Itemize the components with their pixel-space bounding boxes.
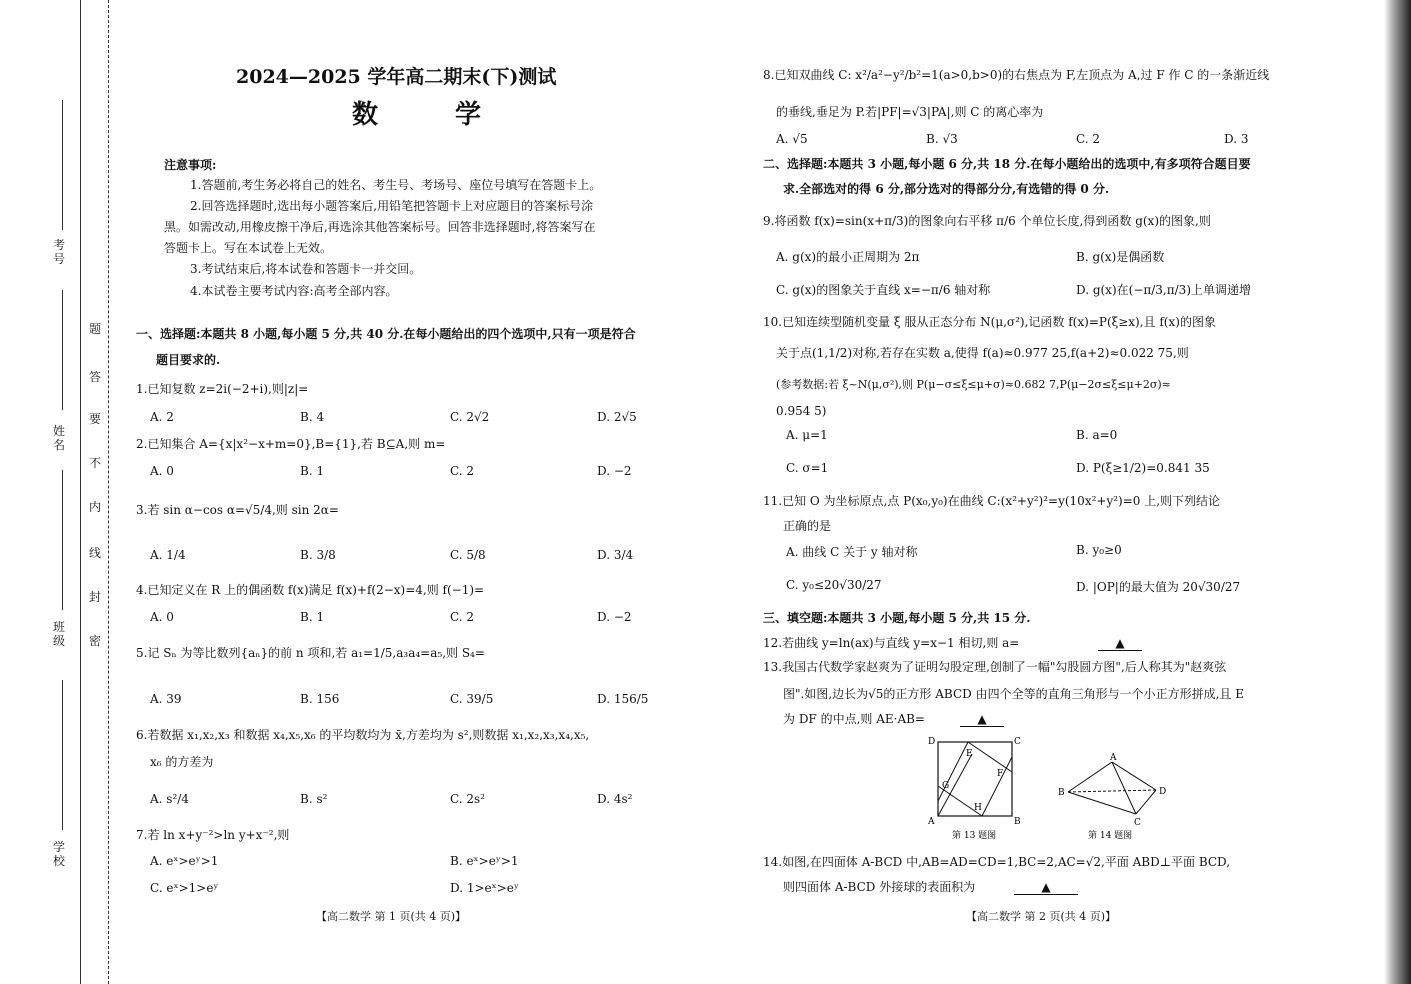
option: A. 0: [150, 464, 174, 478]
question-11-cont: 正确的是: [783, 519, 832, 533]
xuexiao-underline: [62, 680, 63, 830]
option: B. a=0: [1076, 428, 1118, 442]
option: C. σ=1: [786, 461, 829, 475]
option: C. 2s²: [450, 792, 485, 806]
option: A. g(x)的最小正周期为 2π: [776, 250, 920, 264]
option: C. g(x)的图象关于直线 x=−π/6 轴对称: [776, 283, 991, 297]
binding-margin: [0, 0, 110, 984]
fig14-label: A: [1110, 753, 1117, 763]
option: D. P(ξ≥1/2)=0.841 35: [1076, 461, 1210, 475]
seal-char: 要: [88, 412, 101, 426]
question-13: 13.我国古代数学家赵爽为了证明勾股定理,创制了一幅"勾股圆方图",后人称其为"赵爽弦: [763, 660, 1227, 674]
question-6-cont: x₆ 的方差为: [150, 755, 214, 769]
option: B. 3/8: [300, 548, 336, 562]
banji-underline: [62, 470, 63, 610]
option: A. μ=1: [786, 428, 828, 442]
option: D. 3/4: [597, 548, 634, 562]
section-1-heading: 一、选择题:本题共 8 小题,每小题 5 分,共 40 分.在每小题给出的四个选项中,只有一项是符合: [136, 327, 636, 341]
option: A. 2: [150, 410, 174, 424]
field-xingming: 姓名: [52, 424, 65, 452]
option: D. 156/5: [597, 692, 649, 706]
option: D. 2√5: [597, 410, 637, 424]
option: C. 2: [450, 464, 475, 478]
option: D. 4s²: [597, 792, 633, 806]
seal-char: 答: [88, 370, 101, 384]
option: A. 曲线 C 关于 y 轴对称: [786, 545, 918, 559]
kaohao-underline: [62, 100, 63, 230]
fig13-label: A: [928, 817, 935, 827]
answer-blank: ▲: [1098, 636, 1142, 651]
fig14-caption: 第 14 题图: [1088, 831, 1133, 841]
field-xuexiao: 学校: [52, 840, 65, 868]
option: B. √3: [926, 132, 958, 146]
question-8-cont: 的垂线,垂足为 P.若|PF|=√3|PA|,则 C 的离心率为: [776, 105, 1044, 119]
section-2-heading: 二、选择题:本题共 3 小题,每小题 6 分,共 18 分.在每小题给出的选项中,有多项符合题目要: [763, 157, 1251, 171]
option: D. g(x)在(−π/3,π/3)上单调递增: [1076, 283, 1251, 297]
scan-edge: [1384, 0, 1411, 984]
question-14: 14.如图,在四面体 A-BCD 中,AB=AD=CD=1,BC=2,AC=√2,平面 ABD⊥平面 BCD,: [763, 855, 1231, 869]
question-5: 5.记 Sₙ 为等比数列{aₙ}的前 n 项和,若 a₁=1/5,a₃a₄=a₅,则 S₄=: [136, 646, 485, 660]
question-2: 2.已知集合 A={x|x²−x+m=0},B={1},若 B⊆A,则 m=: [136, 437, 446, 451]
answer-blank: ▲: [1014, 880, 1078, 895]
seal-char: 封: [88, 590, 101, 604]
option: B. 1: [300, 464, 325, 478]
seal-char: 密: [88, 634, 101, 648]
fig14-label: D: [1159, 787, 1167, 797]
option: D. 3: [1224, 132, 1249, 146]
option: C. 39/5: [450, 692, 494, 706]
question-14-cont: 则四面体 A-BCD 外接球的表面积为: [783, 880, 976, 894]
question-13-cont2: 为 DF 的中点,则 AE·AB=: [783, 712, 925, 726]
question-1: 1.已知复数 z=2i(−2+i),则|z|=: [136, 382, 309, 396]
option: C. y₀≤20√30/27: [786, 578, 882, 592]
option: C. 2: [450, 610, 475, 624]
xingming-underline: [62, 290, 63, 410]
option: B. y₀≥0: [1076, 543, 1122, 557]
fig14-label: B: [1058, 788, 1065, 798]
notice-line: 4.本试卷主要考试内容:高考全部内容。: [190, 284, 398, 298]
option: B. s²: [300, 792, 328, 806]
question-10: 10.已知连续型随机变量 ξ 服从正态分布 N(μ,σ²),记函数 f(x)=P(ξ≥x),且 f(x)的图象: [763, 315, 1216, 329]
question-3: 3.若 sin α−cos α=√5/4,则 sin 2α=: [136, 503, 339, 517]
question-12: 12.若曲线 y=ln(ax)与直线 y=x−1 相切,则 a=: [763, 636, 1020, 650]
question-13-cont: 图".如图,边长为√5的正方形 ABCD 由四个全等的直角三角形与一个小正方形拼成,且 E: [783, 687, 1244, 701]
option: C. 2√2: [450, 410, 490, 424]
section-3-heading: 三、填空题:本题共 3 小题,每小题 5 分,共 15 分.: [763, 611, 1031, 625]
footer-left: 【高二数学 第 1 页(共 4 页)】: [316, 910, 467, 923]
figure-14: [1056, 752, 1176, 844]
option: D. 1>eˣ>eʸ: [450, 881, 519, 895]
fig13-label: E: [966, 749, 973, 759]
fig14-label: C: [1134, 818, 1141, 828]
fig13-label: B: [1014, 817, 1021, 827]
question-6: 6.若数据 x₁,x₂,x₃ 和数据 x₄,x₅,x₆ 的平均数均为 x̄,方差均为 s²,则数据 x₁,x₂,x₃,x₄,x₅,: [136, 728, 590, 742]
option: C. 5/8: [450, 548, 486, 562]
option: B. 156: [300, 692, 340, 706]
option: A. √5: [776, 132, 808, 146]
option: A. 1/4: [150, 548, 186, 562]
question-7: 7.若 ln x+y⁻²>ln y+x⁻²,则: [136, 828, 290, 842]
option: A. s²/4: [150, 792, 189, 806]
question-10-ref: (参考数据:若 ξ~N(μ,σ²),则 P(μ−σ≤ξ≤μ+σ)≈0.682 7,P(μ−2σ≤ξ≤μ+2σ)≈: [776, 378, 1171, 391]
notice-line: 黑。如需改动,用橡皮擦干净后,再选涂其他答案标号。回答非选择题时,将答案写在: [164, 220, 596, 234]
option: A. 39: [150, 692, 182, 706]
footer-right: 【高二数学 第 2 页(共 4 页)】: [966, 910, 1117, 923]
option: D. |OP|的最大值为 20√30/27: [1076, 580, 1241, 594]
subject-title: 数 学: [352, 100, 516, 130]
question-10-cont: 关于点(1,1/2)对称,若存在实数 a,使得 f(a)≈0.977 25,f(a+2)≈0.022 75,则: [776, 346, 1189, 360]
notice-line: 3.考试结束后,将本试卷和答题卡一并交回。: [190, 262, 422, 276]
option: A. eˣ>eʸ>1: [150, 854, 219, 868]
field-banji: 班级: [52, 620, 65, 648]
question-11: 11.已知 O 为坐标原点,点 P(x₀,y₀)在曲线 C:(x²+y²)²=y(10x²+y²)=0 上,则下列结论: [763, 494, 1221, 508]
seal-char: 内: [88, 500, 101, 514]
question-8: 8.已知双曲线 C: x²/a²−y²/b²=1(a>0,b>0)的右焦点为 F,左顶点为 A,过 F 作 C 的一条渐近线: [763, 68, 1270, 82]
figure-13: [924, 732, 1024, 842]
notice-line: 1.答题前,考生务必将自己的姓名、考生号、考场号、座位号填写在答题卡上。: [190, 178, 602, 192]
option: C. 2: [1076, 132, 1101, 146]
question-4: 4.已知定义在 R 上的偶函数 f(x)满足 f(x)+f(2−x)=4,则 f(−1)=: [136, 583, 485, 597]
answer-blank: ▲: [960, 712, 1004, 727]
binding-line: [80, 0, 81, 984]
seal-char: 题: [88, 322, 101, 336]
seal-line: [108, 0, 109, 984]
exam-title: 2024—2025 学年高二期末(下)测试: [236, 66, 557, 88]
fig13-caption: 第 13 题图: [952, 831, 997, 841]
fig13-label: F: [997, 769, 1004, 779]
section-1-heading-cont: 题目要求的.: [156, 353, 221, 367]
fig13-label: H: [974, 803, 982, 813]
option: D. −2: [597, 464, 632, 478]
notice-line: 2.回答选择题时,选出每小题答案后,用铅笔把答题卡上对应题目的答案标号涂: [190, 199, 594, 213]
question-9: 9.将函数 f(x)=sin(x+π/3)的图象向右平移 π/6 个单位长度,得到函数 g(x)的图象,则: [763, 214, 1211, 228]
question-10-ref-cont: 0.954 5): [776, 404, 827, 418]
seal-char: 不: [88, 456, 101, 470]
option: D. −2: [597, 610, 632, 624]
field-kaohao: 考号: [52, 238, 65, 266]
fig13-label: D: [928, 737, 936, 747]
option: A. 0: [150, 610, 174, 624]
option: C. eˣ>1>eʸ: [150, 881, 219, 895]
section-2-heading-cont: 求.全部选对的得 6 分,部分选对的得部分分,有选错的得 0 分.: [783, 182, 1110, 196]
notice-heading: 注意事项:: [164, 158, 217, 172]
seal-char: 线: [88, 546, 101, 560]
notice-line: 答题卡上。写在本试卷上无效。: [164, 241, 333, 255]
fig13-label: G: [942, 781, 950, 791]
fig13-label: C: [1014, 737, 1021, 747]
option: B. g(x)是偶函数: [1076, 250, 1165, 264]
option: B. 4: [300, 410, 325, 424]
option: B. 1: [300, 610, 325, 624]
option: B. eˣ>eʸ>1: [450, 854, 519, 868]
